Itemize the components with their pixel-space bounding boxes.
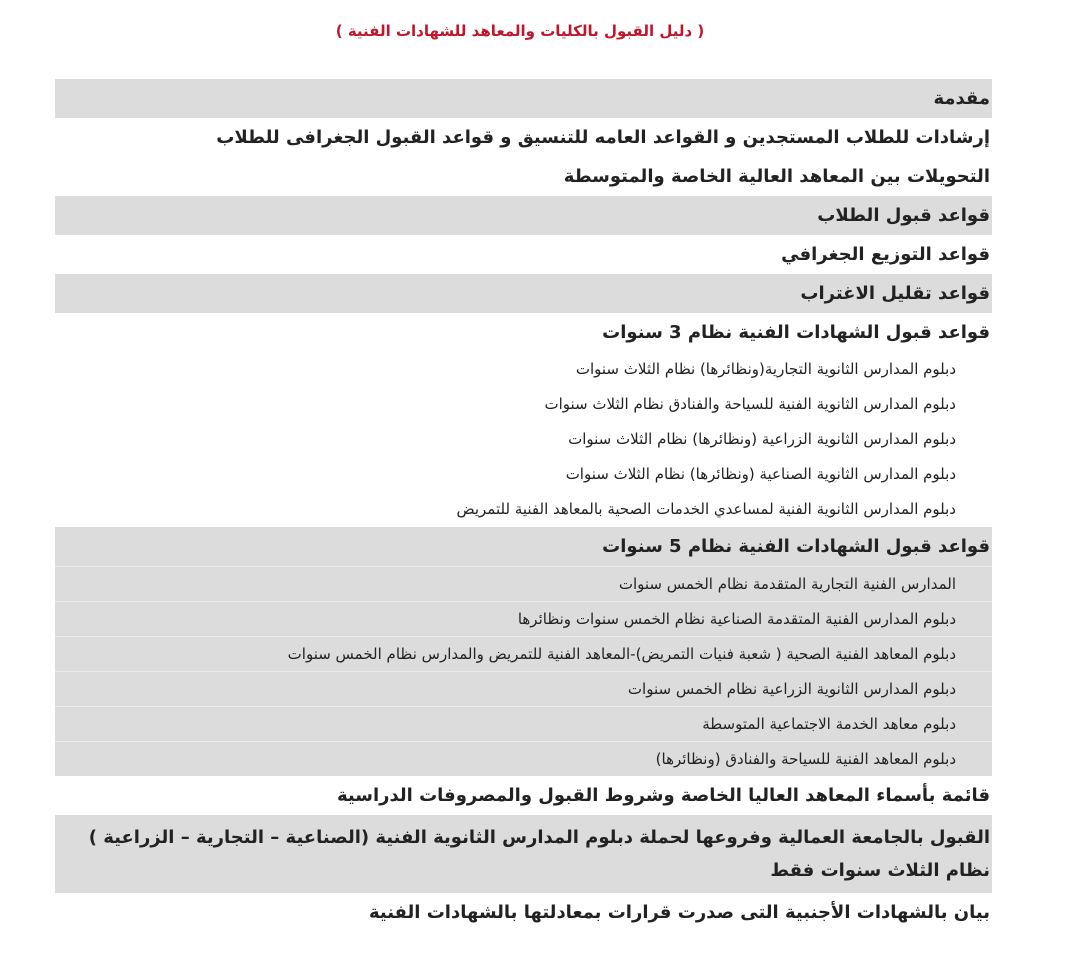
toc-subrow-tourism-institutes[interactable]: دبلوم المعاهد الفنية للسياحة والفنادق (ونظائرها) — [55, 741, 992, 776]
toc-subrow-social-service[interactable]: دبلوم معاهد الخدمة الاجتماعية المتوسطة — [55, 706, 992, 741]
toc-subrow-health-services-3y[interactable]: دبلوم المدارس الثانوية الفنية لمساعدي الخدمات الصحية بالمعاهد الفنية للتمريض — [55, 492, 992, 527]
toc-subrow-commercial-3y[interactable]: دبلوم المدارس الثانوية التجارية(ونظائرها) نظام الثلاث سنوات — [55, 352, 992, 387]
toc-row-5-year-rules[interactable]: قواعد قبول الشهادات الفنية نظام 5 سنوات — [55, 527, 992, 566]
toc-row-transfers[interactable]: التحويلات بين المعاهد العالية الخاصة والمتوسطة — [55, 157, 992, 196]
toc-subrow-nursing-5y[interactable]: دبلوم المعاهد الفنية الصحية ( شعبة فنيات التمريض)-المعاهد الفنية للتمريض والمدارس نظام الخمس سنوات — [55, 636, 992, 671]
toc-subrow-tourism-3y[interactable]: دبلوم المدارس الثانوية الفنية للسياحة والفنادق نظام الثلاث سنوات — [55, 387, 992, 422]
toc-subrow-commercial-5y[interactable]: المدارس الفنية التجارية المتقدمة نظام الخمس سنوات — [55, 566, 992, 601]
toc-row-workers-university[interactable]: القبول بالجامعة العمالية وفروعها لحملة دبلوم المدارس الثانوية الفنية (الصناعية – التجارية – الزراعية ) نظام الثلاث سنوات فقط — [55, 815, 992, 893]
toc-row-student-guidance[interactable]: إرشادات للطلاب المستجدين و القواعد العامه للتنسيق و قواعد القبول الجغرافى للطلاب — [55, 118, 992, 157]
table-of-contents — [55, 79, 992, 932]
toc-subrow-industrial-5y[interactable]: دبلوم المدارس الفنية المتقدمة الصناعية نظام الخمس سنوات ونظائرها — [55, 601, 992, 636]
toc-row-private-institutes-list[interactable]: قائمة بأسماء المعاهد العاليا الخاصة وشروط القبول والمصروفات الدراسية — [55, 776, 992, 815]
toc-subrow-agricultural-3y[interactable]: دبلوم المدارس الثانوية الزراعية (ونظائرها) نظام الثلاث سنوات — [55, 422, 992, 457]
toc-row-introduction[interactable]: مقدمة — [55, 79, 992, 118]
toc-row-foreign-certificates[interactable]: بيان بالشهادات الأجنبية التى صدرت قرارات بمعادلتها بالشهادات الفنية — [55, 893, 992, 932]
toc-row-geographic-distribution[interactable]: قواعد التوزيع الجغرافي — [55, 235, 992, 274]
page-title: ( دليل القبول بالكليات والمعاهد للشهادات الفنية ) — [335, 22, 705, 40]
toc-subrow-agricultural-5y[interactable]: دبلوم المدارس الثانوية الزراعية نظام الخمس سنوات — [55, 671, 992, 706]
toc-row-reduce-relocation[interactable]: قواعد تقليل الاغتراب — [55, 274, 992, 313]
toc-row-admission-rules[interactable]: قواعد قبول الطلاب — [55, 196, 992, 235]
toc-row-3-year-rules[interactable]: قواعد قبول الشهادات الفنية نظام 3 سنوات — [55, 313, 992, 352]
toc-subrow-industrial-3y[interactable]: دبلوم المدارس الثانوية الصناعية (ونظائرها) نظام الثلاث سنوات — [55, 457, 992, 492]
